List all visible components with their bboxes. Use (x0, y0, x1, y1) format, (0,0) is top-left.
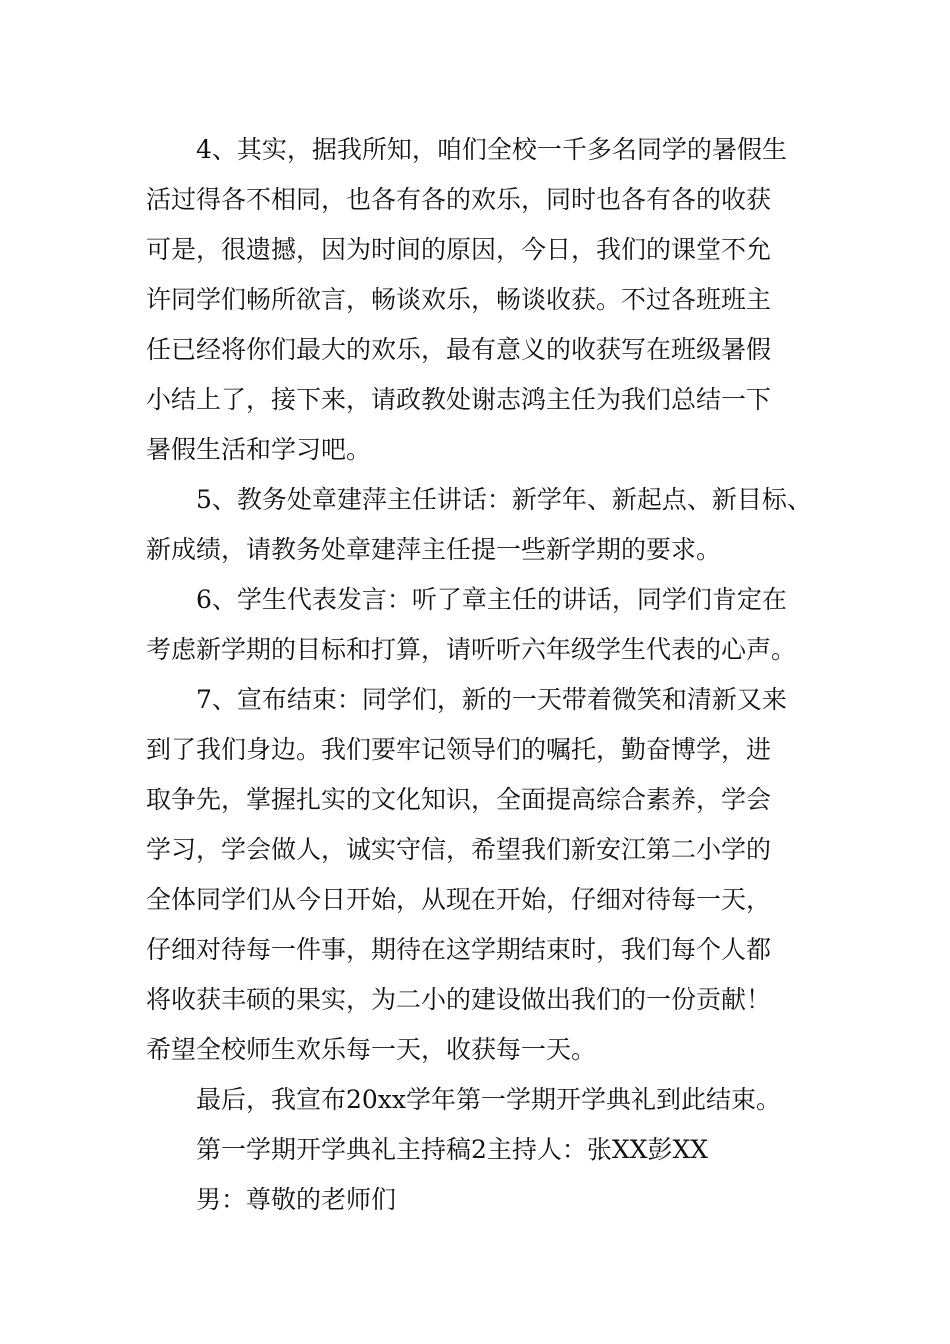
text-line: 7、宣布结束：同学们，新的一天带着微笑和清新又来 (196, 685, 787, 714)
text-line: 5、教务处章建萍主任讲话：新学年、新起点、新目标、 (196, 485, 812, 514)
text-line: 学习，学会做人，诚实守信，希望我们新安江第二小学的 (146, 835, 772, 864)
text-line: 第一学期开学典礼主持稿2主持人：张XX彭XX (196, 1135, 709, 1164)
text-line: 仔细对待每一件事，期待在这学期结束时，我们每个人都 (146, 935, 772, 964)
text-line: 取争先，掌握扎实的文化知识，全面提高综合素养，学会 (146, 785, 772, 814)
text-line: 将收获丰硕的果实，为二小的建设做出我们的一份贡献！ (146, 985, 772, 1014)
text-line: 可是，很遗撼，因为时间的原因，今日，我们的课堂不允 (146, 235, 772, 264)
text-line: 小结上了，接下来，请政教处谢志鸿主任为我们总结一下 (146, 385, 772, 414)
text-line: 希望全校师生欢乐每一天，收获每一天。 (146, 1035, 597, 1064)
text-line: 最后，我宣布20xx学年第一学期开学典礼到此结束。 (196, 1085, 782, 1114)
text-line: 活过得各不相同，也各有各的欢乐，同时也各有各的收获 (146, 185, 772, 214)
text-line: 到了我们身边。我们要牢记领导们的嘱托，勤奋博学，进 (146, 735, 772, 764)
text-line: 新成绩，请教务处章建萍主任提一些新学期的要求。 (146, 535, 722, 564)
text-line: 6、学生代表发言：听了章主任的讲话，同学们肯定在 (196, 585, 787, 614)
text-line: 考虑新学期的目标和打算，请听听六年级学生代表的心声。 (146, 635, 797, 664)
text-line: 全体同学们从今日开始，从现在开始，仔细对待每一天， (146, 885, 772, 914)
text-line: 任已经将你们最大的欢乐，最有意义的收获写在班级暑假 (146, 335, 772, 364)
text-line: 许同学们畅所欲言，畅谈欢乐，畅谈收获。不过各班班主 (146, 285, 772, 314)
text-line: 暑假生活和学习吧。 (146, 435, 372, 464)
text-line: 4、其实，据我所知，咱们全校一千多名同学的暑假生 (196, 135, 787, 164)
text-line: 男：尊敬的老师们 (196, 1185, 397, 1214)
